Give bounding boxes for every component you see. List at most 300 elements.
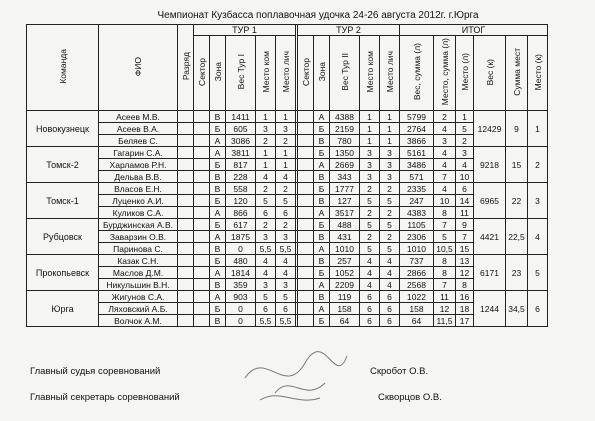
cell-tp2: 3 bbox=[360, 147, 380, 159]
cell-tp2: 4 bbox=[360, 255, 380, 267]
cell-rank bbox=[178, 147, 194, 159]
cell-pl: 17 bbox=[456, 315, 474, 327]
cell-tp1: 2 bbox=[256, 135, 276, 147]
cell-pp1: 5,5 bbox=[276, 243, 296, 255]
cell-tp1: 5 bbox=[256, 195, 276, 207]
cell-w2: 2159 bbox=[330, 123, 360, 135]
cell-pp2: 3 bbox=[380, 147, 400, 159]
team-places-sum: 9 bbox=[506, 111, 528, 147]
cell-tp2: 6 bbox=[360, 315, 380, 327]
cell-ps: 5 bbox=[434, 231, 456, 243]
cell-w1: 1875 bbox=[226, 231, 256, 243]
cell-pp1: 4 bbox=[276, 255, 296, 267]
team-name: Прокопьевск bbox=[27, 255, 99, 291]
cell-s1 bbox=[194, 147, 210, 159]
cell-pp2: 4 bbox=[380, 255, 400, 267]
cell-z2: А bbox=[314, 243, 330, 255]
cell-tp1: 2 bbox=[256, 183, 276, 195]
header-sector1: Сектор bbox=[194, 36, 210, 111]
cell-s1 bbox=[194, 135, 210, 147]
table-row bbox=[27, 111, 548, 123]
cell-s1 bbox=[194, 255, 210, 267]
secretary-name: Скворцов О.В. bbox=[378, 392, 442, 403]
header-weightsum: Вес, сумма (л) bbox=[400, 36, 434, 111]
cell-s1 bbox=[194, 123, 210, 135]
table-row bbox=[27, 147, 548, 159]
cell-rank bbox=[178, 171, 194, 183]
cell-z2: Б bbox=[314, 219, 330, 231]
header-placep: Место (л) bbox=[456, 36, 474, 111]
participant-name: Беляев С. bbox=[99, 135, 178, 147]
cell-ps: 7 bbox=[434, 279, 456, 291]
cell-ps: 10 bbox=[434, 195, 456, 207]
cell-pp1: 2 bbox=[276, 219, 296, 231]
cell-tp1: 4 bbox=[256, 267, 276, 279]
participant-name: Волчок А.М. bbox=[99, 315, 178, 327]
cell-pp2: 5 bbox=[380, 243, 400, 255]
cell-ws: 737 bbox=[400, 255, 434, 267]
cell-pl: 14 bbox=[456, 195, 474, 207]
cell-pp1: 6 bbox=[276, 303, 296, 315]
cell-tp2: 5 bbox=[360, 243, 380, 255]
cell-rank bbox=[178, 123, 194, 135]
cell-tp1: 1 bbox=[256, 147, 276, 159]
judge-label: Главный судья соревнований bbox=[30, 366, 161, 377]
cell-pp2: 1 bbox=[380, 123, 400, 135]
cell-w1: 0 bbox=[226, 315, 256, 327]
participant-name: Никульшин В.Н. bbox=[99, 279, 178, 291]
cell-w2: 431 bbox=[330, 231, 360, 243]
cell-ps: 7 bbox=[434, 219, 456, 231]
cell-s1 bbox=[194, 267, 210, 279]
cell-pl: 1 bbox=[456, 111, 474, 123]
cell-ps: 4 bbox=[434, 183, 456, 195]
cell-ps: 8 bbox=[434, 255, 456, 267]
cell-z2: Б bbox=[314, 267, 330, 279]
cell-ws: 3866 bbox=[400, 135, 434, 147]
table-row bbox=[27, 135, 548, 147]
cell-pl: 7 bbox=[456, 231, 474, 243]
team-name: Новокузнецк bbox=[27, 111, 99, 147]
cell-pl: 15 bbox=[456, 243, 474, 255]
cell-s2 bbox=[298, 267, 314, 279]
cell-w2: 488 bbox=[330, 219, 360, 231]
cell-pp1: 2 bbox=[276, 135, 296, 147]
cell-pp2: 6 bbox=[380, 315, 400, 327]
cell-tp1: 5,5 bbox=[256, 315, 276, 327]
team-weight: 9218 bbox=[474, 147, 506, 183]
cell-pp2: 2 bbox=[380, 231, 400, 243]
table-row bbox=[27, 303, 548, 315]
header-weight1: Вес Тур I bbox=[226, 36, 256, 111]
team-name: Юрга bbox=[27, 291, 99, 327]
cell-z1: Б bbox=[210, 303, 226, 315]
cell-z1: А bbox=[210, 135, 226, 147]
cell-pl: 11 bbox=[456, 207, 474, 219]
cell-ps: 4 bbox=[434, 147, 456, 159]
judge-name: Скробот О.В. bbox=[370, 366, 429, 377]
header-rank: Разряд bbox=[178, 25, 194, 111]
participant-name: Асеев В.А. bbox=[99, 123, 178, 135]
team-places-sum: 34,5 bbox=[506, 291, 528, 327]
header-fio: ФИО bbox=[99, 25, 178, 111]
cell-z2: В bbox=[314, 195, 330, 207]
cell-z1: В bbox=[210, 315, 226, 327]
header-placek: Место (к) bbox=[528, 36, 548, 111]
header-weightk: Вес (к) bbox=[474, 36, 506, 111]
cell-ps: 10,5 bbox=[434, 243, 456, 255]
team-weight: 4421 bbox=[474, 219, 506, 255]
cell-tp2: 4 bbox=[360, 267, 380, 279]
cell-tp1: 5 bbox=[256, 291, 276, 303]
cell-pp2: 5 bbox=[380, 195, 400, 207]
cell-w1: 0 bbox=[226, 243, 256, 255]
cell-pl: 4 bbox=[456, 159, 474, 171]
cell-pl: 10 bbox=[456, 171, 474, 183]
cell-s2 bbox=[298, 219, 314, 231]
cell-pp1: 5 bbox=[276, 195, 296, 207]
cell-z2: В bbox=[314, 291, 330, 303]
cell-z1: А bbox=[210, 231, 226, 243]
cell-w2: 3517 bbox=[330, 207, 360, 219]
cell-w1: 817 bbox=[226, 159, 256, 171]
cell-s2 bbox=[298, 171, 314, 183]
table-row bbox=[27, 171, 548, 183]
cell-ws: 2764 bbox=[400, 123, 434, 135]
cell-pp1: 1 bbox=[276, 147, 296, 159]
cell-ws: 1022 bbox=[400, 291, 434, 303]
cell-pl: 2 bbox=[456, 135, 474, 147]
cell-w2: 1777 bbox=[330, 183, 360, 195]
cell-ps: 8 bbox=[434, 267, 456, 279]
cell-z1: В bbox=[210, 279, 226, 291]
cell-s2 bbox=[298, 315, 314, 327]
cell-rank bbox=[178, 183, 194, 195]
team-places-sum: 15 bbox=[506, 147, 528, 183]
cell-pp1: 3 bbox=[276, 123, 296, 135]
participant-name: Асеев М.В. bbox=[99, 111, 178, 123]
header-placessum: Сумма мест bbox=[506, 36, 528, 111]
secretary-label: Главный секретарь соревнований bbox=[30, 392, 180, 403]
cell-ps: 3 bbox=[434, 135, 456, 147]
cell-rank bbox=[178, 111, 194, 123]
cell-s1 bbox=[194, 171, 210, 183]
cell-z1: А bbox=[210, 147, 226, 159]
cell-ws: 2866 bbox=[400, 267, 434, 279]
participant-name: Куликов С.А. bbox=[99, 207, 178, 219]
cell-s2 bbox=[298, 183, 314, 195]
header-zone1: Зона bbox=[210, 36, 226, 111]
table-row bbox=[27, 243, 548, 255]
cell-s1 bbox=[194, 231, 210, 243]
cell-pp1: 1 bbox=[276, 159, 296, 171]
participant-name: Гагарин С.А. bbox=[99, 147, 178, 159]
cell-z2: В bbox=[314, 231, 330, 243]
cell-ps: 11,5 bbox=[434, 315, 456, 327]
cell-w1: 3086 bbox=[226, 135, 256, 147]
cell-z2: Б bbox=[314, 123, 330, 135]
cell-z2: В bbox=[314, 135, 330, 147]
cell-pl: 13 bbox=[456, 255, 474, 267]
team-weight: 12429 bbox=[474, 111, 506, 147]
cell-ws: 1105 bbox=[400, 219, 434, 231]
cell-s1 bbox=[194, 279, 210, 291]
header-personalplace2: Место лич bbox=[380, 36, 400, 111]
cell-ps: 11 bbox=[434, 291, 456, 303]
cell-rank bbox=[178, 207, 194, 219]
cell-w2: 257 bbox=[330, 255, 360, 267]
cell-z1: Б bbox=[210, 255, 226, 267]
cell-pp2: 3 bbox=[380, 171, 400, 183]
cell-ws: 64 bbox=[400, 315, 434, 327]
cell-s1 bbox=[194, 207, 210, 219]
document-title: Чемпионат Кузбасса поплавочная удочка 24-26 августа 2012г. г.Юрга bbox=[157, 10, 479, 21]
results-table bbox=[26, 24, 548, 327]
cell-z2: А bbox=[314, 303, 330, 315]
header-total: ИТОГ bbox=[400, 25, 548, 36]
cell-ws: 2335 bbox=[400, 183, 434, 195]
table-row bbox=[27, 231, 548, 243]
cell-s1 bbox=[194, 315, 210, 327]
cell-w2: 1350 bbox=[330, 147, 360, 159]
cell-ws: 571 bbox=[400, 171, 434, 183]
table-row bbox=[27, 291, 548, 303]
cell-s2 bbox=[298, 159, 314, 171]
team-name: Рубцовск bbox=[27, 219, 99, 255]
cell-pp2: 2 bbox=[380, 183, 400, 195]
cell-rank bbox=[178, 279, 194, 291]
cell-tp1: 1 bbox=[256, 159, 276, 171]
header-teamplace1: Место ком bbox=[256, 36, 276, 111]
cell-w2: 119 bbox=[330, 291, 360, 303]
cell-z1: А bbox=[210, 267, 226, 279]
cell-w2: 1010 bbox=[330, 243, 360, 255]
cell-rank bbox=[178, 195, 194, 207]
table-row bbox=[27, 123, 548, 135]
cell-s2 bbox=[298, 291, 314, 303]
cell-z2: Б bbox=[314, 315, 330, 327]
header-tour1: ТУР 1 bbox=[194, 25, 296, 36]
cell-tp2: 2 bbox=[360, 207, 380, 219]
table-row bbox=[27, 207, 548, 219]
cell-s1 bbox=[194, 183, 210, 195]
cell-rank bbox=[178, 267, 194, 279]
cell-z1: Б bbox=[210, 159, 226, 171]
cell-rank bbox=[178, 231, 194, 243]
cell-s1 bbox=[194, 111, 210, 123]
cell-pl: 18 bbox=[456, 303, 474, 315]
cell-ps: 2 bbox=[434, 111, 456, 123]
cell-z2: В bbox=[314, 171, 330, 183]
cell-w1: 1814 bbox=[226, 267, 256, 279]
cell-w1: 3811 bbox=[226, 147, 256, 159]
cell-ws: 158 bbox=[400, 303, 434, 315]
cell-z2: А bbox=[314, 159, 330, 171]
cell-ws: 1010 bbox=[400, 243, 434, 255]
cell-tp1: 3 bbox=[256, 231, 276, 243]
cell-tp2: 2 bbox=[360, 183, 380, 195]
cell-s2 bbox=[298, 279, 314, 291]
cell-pp1: 2 bbox=[276, 183, 296, 195]
participant-name: Дельва В.В. bbox=[99, 171, 178, 183]
cell-z2: Б bbox=[314, 147, 330, 159]
team-places-sum: 22 bbox=[506, 183, 528, 219]
cell-pp1: 4 bbox=[276, 267, 296, 279]
cell-rank bbox=[178, 219, 194, 231]
cell-pp2: 3 bbox=[380, 159, 400, 171]
cell-ws: 2568 bbox=[400, 279, 434, 291]
participant-name: Власов Е.Н. bbox=[99, 183, 178, 195]
cell-w1: 359 bbox=[226, 279, 256, 291]
cell-s1 bbox=[194, 159, 210, 171]
table-row bbox=[27, 315, 548, 327]
cell-z2: А bbox=[314, 279, 330, 291]
cell-pl: 16 bbox=[456, 291, 474, 303]
cell-pp1: 5,5 bbox=[276, 315, 296, 327]
cell-ps: 7 bbox=[434, 171, 456, 183]
team-weight: 6965 bbox=[474, 183, 506, 219]
participant-name: Луценко А.И. bbox=[99, 195, 178, 207]
cell-pl: 8 bbox=[456, 279, 474, 291]
cell-s2 bbox=[298, 303, 314, 315]
team-place: 6 bbox=[528, 291, 548, 327]
cell-z1: В bbox=[210, 243, 226, 255]
cell-pp1: 1 bbox=[276, 111, 296, 123]
cell-s2 bbox=[298, 111, 314, 123]
cell-z1: Б bbox=[210, 123, 226, 135]
cell-tp1: 4 bbox=[256, 255, 276, 267]
cell-tp2: 1 bbox=[360, 135, 380, 147]
cell-s2 bbox=[298, 207, 314, 219]
cell-w2: 2669 bbox=[330, 159, 360, 171]
header-team: Команда bbox=[27, 25, 99, 111]
cell-s2 bbox=[298, 255, 314, 267]
cell-s1 bbox=[194, 291, 210, 303]
cell-tp2: 6 bbox=[360, 291, 380, 303]
cell-w1: 228 bbox=[226, 171, 256, 183]
team-place: 1 bbox=[528, 111, 548, 147]
cell-ws: 2306 bbox=[400, 231, 434, 243]
header-personalplace1: Место лич bbox=[276, 36, 296, 111]
cell-tp2: 4 bbox=[360, 279, 380, 291]
cell-w1: 480 bbox=[226, 255, 256, 267]
cell-pp2: 4 bbox=[380, 267, 400, 279]
cell-z1: В bbox=[210, 111, 226, 123]
cell-pl: 9 bbox=[456, 219, 474, 231]
participant-name: Заварзин О.В. bbox=[99, 231, 178, 243]
cell-z1: А bbox=[210, 291, 226, 303]
cell-s2 bbox=[298, 195, 314, 207]
cell-s2 bbox=[298, 147, 314, 159]
table-row bbox=[27, 219, 548, 231]
cell-w2: 127 bbox=[330, 195, 360, 207]
cell-ws: 3486 bbox=[400, 159, 434, 171]
cell-tp1: 3 bbox=[256, 279, 276, 291]
cell-rank bbox=[178, 159, 194, 171]
cell-ws: 5161 bbox=[400, 147, 434, 159]
cell-z2: А bbox=[314, 207, 330, 219]
header-placesum: Место, сумма (л) bbox=[434, 36, 456, 111]
cell-tp1: 6 bbox=[256, 207, 276, 219]
cell-s2 bbox=[298, 123, 314, 135]
cell-ws: 4383 bbox=[400, 207, 434, 219]
signature-scribble bbox=[235, 338, 355, 408]
participant-name: Паринова С. bbox=[99, 243, 178, 255]
header-zone2: Зона bbox=[314, 36, 330, 111]
cell-ps: 12 bbox=[434, 303, 456, 315]
table-row bbox=[27, 279, 548, 291]
cell-z2: А bbox=[314, 111, 330, 123]
cell-pl: 12 bbox=[456, 267, 474, 279]
team-place: 3 bbox=[528, 183, 548, 219]
cell-w1: 558 bbox=[226, 183, 256, 195]
cell-pp2: 1 bbox=[380, 111, 400, 123]
header-sector2: Сектор bbox=[298, 36, 314, 111]
cell-z1: Б bbox=[210, 219, 226, 231]
cell-w1: 903 bbox=[226, 291, 256, 303]
cell-s2 bbox=[298, 231, 314, 243]
table-row bbox=[27, 183, 548, 195]
cell-pp1: 4 bbox=[276, 171, 296, 183]
cell-pp1: 3 bbox=[276, 231, 296, 243]
cell-pl: 6 bbox=[456, 183, 474, 195]
cell-pp2: 4 bbox=[380, 279, 400, 291]
cell-s1 bbox=[194, 195, 210, 207]
cell-pp2: 1 bbox=[380, 135, 400, 147]
cell-tp2: 1 bbox=[360, 123, 380, 135]
cell-ps: 8 bbox=[434, 207, 456, 219]
cell-tp1: 4 bbox=[256, 171, 276, 183]
cell-pp2: 6 bbox=[380, 291, 400, 303]
cell-pp1: 3 bbox=[276, 279, 296, 291]
cell-ws: 5799 bbox=[400, 111, 434, 123]
header-weight2: Вес Тур II bbox=[330, 36, 360, 111]
participant-name: Жигунов С.А. bbox=[99, 291, 178, 303]
cell-w1: 120 bbox=[226, 195, 256, 207]
cell-z2: В bbox=[314, 255, 330, 267]
cell-rank bbox=[178, 291, 194, 303]
cell-tp2: 5 bbox=[360, 219, 380, 231]
cell-w1: 605 bbox=[226, 123, 256, 135]
cell-ps: 4 bbox=[434, 159, 456, 171]
team-places-sum: 23 bbox=[506, 255, 528, 291]
team-weight: 1244 bbox=[474, 291, 506, 327]
cell-w1: 0 bbox=[226, 303, 256, 315]
cell-pp1: 5 bbox=[276, 291, 296, 303]
cell-z1: В bbox=[210, 171, 226, 183]
cell-w2: 64 bbox=[330, 315, 360, 327]
participant-name: Ляховский А.Б. bbox=[99, 303, 178, 315]
cell-s1 bbox=[194, 303, 210, 315]
team-name: Томск-1 bbox=[27, 183, 99, 219]
cell-tp1: 3 bbox=[256, 123, 276, 135]
cell-tp2: 3 bbox=[360, 171, 380, 183]
participant-name: Харламов Р.Н. bbox=[99, 159, 178, 171]
cell-tp1: 6 bbox=[256, 303, 276, 315]
header-tour2: ТУР 2 bbox=[298, 25, 400, 36]
cell-tp2: 1 bbox=[360, 111, 380, 123]
cell-w2: 4388 bbox=[330, 111, 360, 123]
cell-pp2: 6 bbox=[380, 303, 400, 315]
cell-s2 bbox=[298, 135, 314, 147]
cell-rank bbox=[178, 255, 194, 267]
header-teamplace2: Место ком bbox=[360, 36, 380, 111]
cell-tp1: 2 bbox=[256, 219, 276, 231]
team-name: Томск-2 bbox=[27, 147, 99, 183]
cell-pp1: 6 bbox=[276, 207, 296, 219]
team-place: 4 bbox=[528, 219, 548, 255]
cell-tp2: 6 bbox=[360, 303, 380, 315]
